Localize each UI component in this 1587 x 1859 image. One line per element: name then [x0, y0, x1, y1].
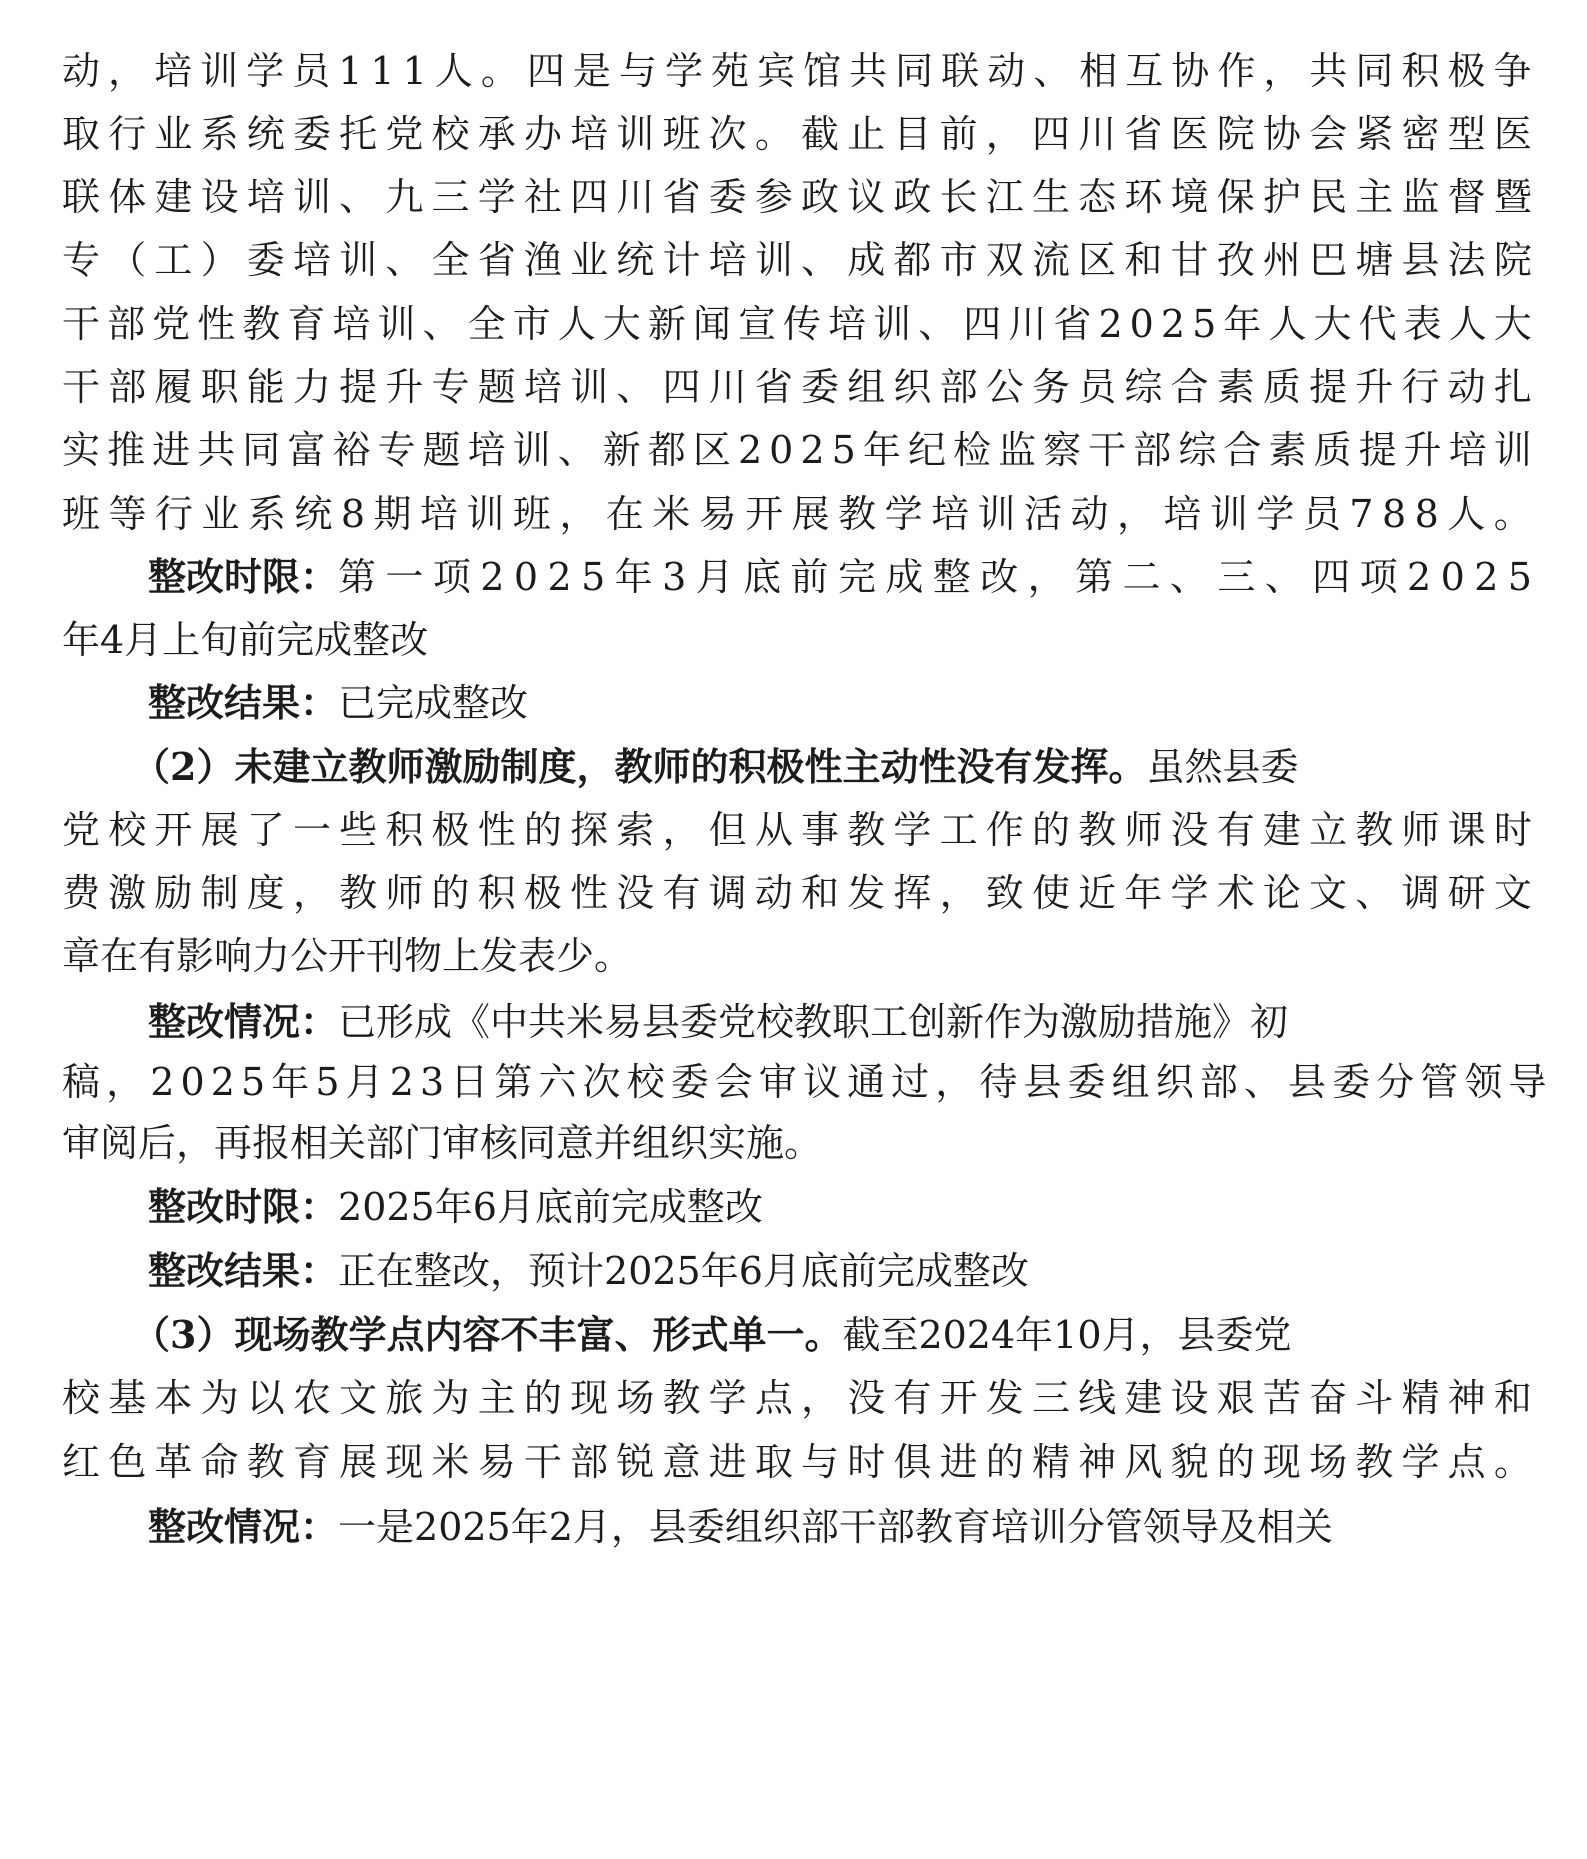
issue-heading-2: （2）未建立教师激励制度，教师的积极性主动性没有发挥。 [132, 744, 1147, 789]
issue-heading-3: （3）现场教学点内容不丰富、形式单一。 [132, 1312, 843, 1357]
body-text-line: 稿 ， 2 0 2 5 年 5 月 2 3 日 第 六 次 校 委 会 审 议 通 过 ， 待 县 委 组 织 部 、 县 委 分 管 领 导 [62, 1060, 1547, 1104]
result-text: 正在整改，预计2025年6月底前完成整改 [338, 1249, 1029, 1293]
status-line [148, 1490, 1542, 1564]
issue-text: 截至2024年10月，县委党 [842, 1313, 1292, 1357]
body-text-line: 专 （ 工 ） 委 培 训 、 全 省 渔 业 统 计 培 训 、 成 都 市 双 流 区 和 甘 孜 州 巴 塘 县 法 院 [62, 238, 1532, 282]
result-label: 整改结果： [148, 1248, 339, 1293]
body-text-line: 红 色 革 命 教 育 展 现 米 易 干 部 锐 意 进 取 与 时 俱 进 的 精 神 风 貌 的 现 场 教 学 点 。 [62, 1440, 1532, 1484]
status-label: 整改情况： [148, 1504, 339, 1549]
issue-text: 虽然县委 [1146, 745, 1299, 789]
body-text-line: 实 推 进 共 同 富 裕 专 题 培 训 、 新 都 区 2 0 2 5 年 纪 检 监 察 干 部 综 合 素 质 提 升 培 训 [62, 428, 1532, 472]
result-label: 整改结果： [148, 680, 339, 725]
body-text-line: 干 部 党 性 教 育 培 训 、 全 市 人 大 新 闻 宣 传 培 训 、 四 川 省 2 0 2 5 年 人 大 代 表 人 大 [62, 302, 1532, 346]
body-text-line: 班 等 行 业 系 统 8 期 培 训 班 ， 在 米 易 开 展 教 学 培 训 活 动 ， 培 训 学 员 7 8 8 人 。 [62, 492, 1532, 536]
status-text: 一是2025年2月，县委组织部干部教育培训分管领导及相关 [338, 1505, 1333, 1549]
body-text-line: 审阅后，再报相关部门审核同意并组织实施。 [62, 1121, 823, 1165]
result-line [148, 1234, 1532, 1308]
body-text-line: 费 激 励 制 度 ， 教 师 的 积 极 性 没 有 调 动 和 发 挥 ， 致 使 近 年 学 术 论 文 、 调 研 文 [62, 871, 1532, 915]
deadline-text-cont: 年4月上旬前完成整改 [62, 618, 429, 662]
result-line [148, 666, 1532, 740]
deadline-text: 2025年6月底前完成整改 [338, 1185, 763, 1229]
status-text: 已形成《中共米易县委党校教职工创新作为激励措施》初 [338, 1000, 1289, 1044]
body-text-line: 干 部 履 职 能 力 提 升 专 题 培 训 、 四 川 省 委 组 织 部 公 务 员 综 合 素 质 提 升 行 动 扎 [62, 365, 1532, 409]
body-text-line: 联 体 建 设 培 训 、 九 三 学 社 四 川 省 委 参 政 议 政 长 江 生 态 环 境 保 护 民 主 监 督 暨 [62, 175, 1532, 219]
deadline-text: 第 一 项 2 0 2 5 年 3 月 底 前 完 成 整 改 ， 第 二 、 三 、 四 项 2 0 2 5 [338, 555, 1532, 599]
deadline-line [148, 1170, 1532, 1244]
body-text-line: 党 校 开 展 了 一 些 积 极 性 的 探 索 ， 但 从 事 教 学 工 作 的 教 师 没 有 建 立 教 师 课 时 [62, 808, 1532, 852]
deadline-label: 整改时限： [148, 554, 339, 599]
body-text-line: 取 行 业 系 统 委 托 党 校 承 办 培 训 班 次 。 截 止 目 前 ， 四 川 省 医 院 协 会 紧 密 型 医 [62, 112, 1532, 156]
status-label: 整改情况： [148, 999, 339, 1044]
body-text-line: 动 ， 培 训 学 员 1 1 1 人 。 四 是 与 学 苑 宾 馆 共 同 联 动 、 相 互 协 作 ， 共 同 积 极 争 [62, 49, 1532, 93]
result-text: 已完成整改 [338, 681, 529, 725]
body-text-line: 章在有影响力公开刊物上发表少。 [62, 934, 633, 978]
body-text-line: 校 基 本 为 以 农 文 旅 为 主 的 现 场 教 学 点 ， 没 有 开 发 三 线 建 设 艰 苦 奋 斗 精 神 和 [62, 1376, 1532, 1420]
deadline-label: 整改时限： [148, 1184, 339, 1229]
